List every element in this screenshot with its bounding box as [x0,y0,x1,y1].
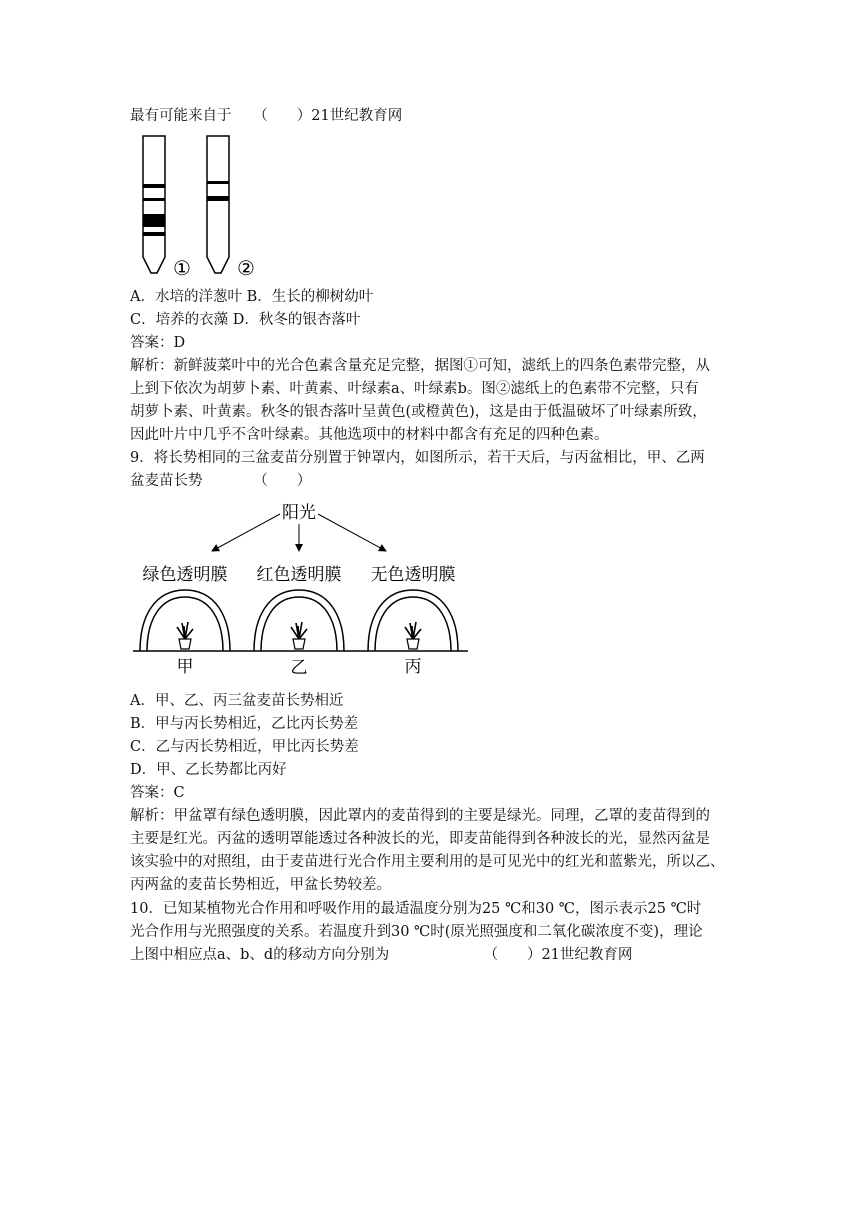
q9-analysis-line: 丙两盆的麦苗长势相近，甲盆长势较差。 [130,877,391,893]
q8-analysis-line: 因此叶片中几乎不含叶绿素。其他选项中的材料中都含有充足的四种色素。 [130,427,609,443]
q8-analysis-line: 上到下依次为胡萝卜素、叶黄素、叶绿素a、叶绿素b。图②滤纸上的色素带不完整，只有 [130,381,699,397]
pigment-band [143,232,165,236]
q8-stem: 最有可能来自于 （ ）21世纪教育网 [130,108,403,124]
strip-label-1: ① [173,256,191,278]
strip-label-2: ② [237,256,255,278]
pot-label-bing: 丙 [404,657,422,677]
q8-chromatography-figure [135,133,265,278]
wheat-pot-bing [405,622,421,649]
q9-answer: 答案：C [130,785,185,801]
q8-answer: 答案：D [130,335,186,351]
pigment-band [207,196,229,201]
wheat-pot-yi [291,622,307,649]
pigment-band [143,184,165,188]
q9-bell-jar-figure [130,496,470,681]
pot-label-yi: 乙 [290,658,308,678]
q9-analysis-line: 解析：甲盆罩有绿色透明膜，因此罩内的麦苗得到的主要是绿光。同理，乙罩的麦苗得到的 [130,808,710,824]
q10-stem: 上图中相应点a、b、d的移动方向分别为 （ ）21世纪教育网 [130,947,633,963]
q9-analysis-line: 该实验中的对照组，由于麦苗进行光合作用主要利用的是可见光中的红光和蓝紫光，所以乙、 [130,854,725,870]
sunlight-label: 阳光 [282,503,316,523]
q9-option: C．乙与丙长势相近，甲比丙长势差 [130,739,359,755]
light-arrow [212,514,280,551]
q9-option: B．甲与丙长势相近，乙比丙长势差 [130,716,359,732]
pigment-band [143,214,165,227]
q8-option: A．水培的洋葱叶 B．生长的柳树幼叶 [130,289,374,305]
paper-strip-1 [143,136,165,273]
q8-option: C．培养的衣藻 D．秋冬的银杏落叶 [130,312,361,328]
q10-stem: 光合作用与光照强度的关系。若温度升到30 ℃时(原光照强度和二氧化碳浓度不变)，理论 [130,924,703,940]
q9-option: A．甲、乙、丙三盆麦苗长势相近 [130,693,344,709]
q9-stem: 盆麦苗长势 （ ） [130,473,312,489]
cover-label-green: 绿色透明膜 [142,565,228,585]
q9-analysis-line: 主要是红光。丙盆的透明罩能透过各种波长的光，即麦苗能得到各种波长的光，显然丙盆是 [130,831,710,847]
wheat-pot-jia [177,622,193,649]
q10-stem: 10．已知某植物光合作用和呼吸作用的最适温度分别为25 ℃和30 ℃，图示表示25 ℃时 [130,901,702,917]
q8-analysis-line: 胡萝卜素、叶黄素。秋冬的银杏落叶呈黄色(或橙黄色)，这是由于低温破坏了叶绿素所致， [130,404,707,420]
cover-label-clear: 无色透明膜 [370,565,456,585]
cover-label-red: 红色透明膜 [256,565,342,585]
pot-label-jia: 甲 [176,657,194,677]
light-arrow [318,514,386,551]
q8-analysis-line: 解析：新鲜菠菜叶中的光合色素含量充足完整，据图①可知，滤纸上的四条色素带完整，从 [130,358,710,374]
pigment-band [143,198,165,201]
q9-option: D．甲、乙长势都比丙好 [130,762,287,778]
q9-stem: 9．将长势相同的三盆麦苗分别置于钟罩内，如图所示，若干天后，与丙盆相比，甲、乙两 [130,450,705,466]
paper-strip-2 [207,136,229,273]
pigment-band [207,181,229,184]
